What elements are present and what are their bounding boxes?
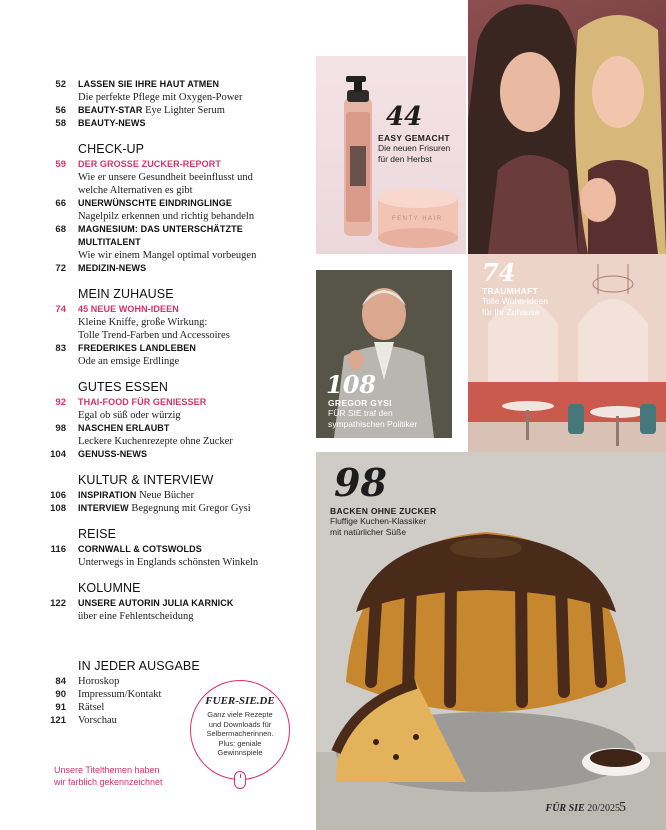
section-heading-zuhause: MEIN ZUHAUSE: [78, 287, 174, 301]
entry-subtitle: Wie wir einem Mangel optimal vorbeugen: [78, 250, 257, 261]
page-number-footer: 5: [619, 800, 626, 815]
entry-title: GENUSS-NEWS: [78, 449, 148, 459]
entry-title: LASSEN SIE IHRE HAUT ATMEN: [78, 79, 220, 89]
entry-subtitle: über eine Fehlentscheidung: [78, 611, 194, 622]
feature-subtitle: sympathischen Politiker: [328, 419, 418, 429]
page-number: 59: [55, 159, 66, 170]
entry-subtitle: welche Alternativen es gibt: [78, 185, 193, 196]
feature-subtitle: Tolle Wohn-Ideen: [482, 296, 548, 306]
entry-subtitle: Eye Lighter Serum: [145, 105, 225, 116]
entry-subtitle: Ode an emsige Erdlinge: [78, 356, 180, 367]
entry-title: DER GROSSE ZUCKER-REPORT: [78, 159, 221, 169]
note-line: wir farblich gekennzeichnet: [54, 777, 163, 787]
page-number: 58: [55, 118, 66, 129]
feature-gysi-interview[interactable]: [316, 270, 452, 438]
entry-label: Rätsel: [78, 702, 105, 713]
page-number: 92: [55, 397, 66, 408]
feature-title: EASY GEMACHT: [378, 133, 450, 143]
page-number: 68: [55, 224, 66, 235]
issue-footer: [546, 803, 620, 814]
page-number: 122: [50, 598, 66, 609]
toc-entry[interactable]: [36, 543, 306, 556]
badge-line: Ganz viele Rezepte: [207, 710, 273, 719]
entry-title: MEDIZIN-NEWS: [78, 263, 147, 273]
website-name[interactable]: FUER-SIE.DE: [205, 695, 275, 707]
section-heading-checkup: CHECK-UP: [78, 142, 145, 156]
feature-number: 44: [386, 102, 423, 132]
entry-title: 45 NEUE WOHN-IDEEN: [78, 304, 179, 314]
page-number: 84: [55, 676, 66, 687]
badge-line: Gewinnspiele: [217, 748, 263, 757]
toc-entry[interactable]: [36, 342, 306, 355]
feature-baking[interactable]: [316, 452, 666, 830]
feature-subtitle: FÜR SIE traf den: [328, 408, 393, 418]
cover-photo-women[interactable]: [468, 0, 666, 254]
entry-subtitle: Tolle Trend-Farben und Accessoires: [78, 330, 230, 341]
feature-subtitle: Fluffige Kuchen-Klassiker: [330, 516, 427, 526]
toc-entry[interactable]: [36, 117, 306, 130]
toc-entry[interactable]: [36, 262, 306, 275]
section-heading-ausgabe: IN JEDER AUSGABE: [78, 659, 200, 673]
feature-hair-products[interactable]: [316, 56, 466, 254]
entry-title: THAI-FOOD FÜR GENIESSER: [78, 397, 207, 407]
badge-line: Plus: geniale: [218, 738, 262, 748]
page-number: 121: [50, 715, 66, 726]
mouse-icon: [234, 771, 246, 789]
entry-subtitle: Unterwegs in Englands schönsten Winkeln: [78, 557, 259, 568]
toc-entry[interactable]: [36, 448, 306, 461]
note-line: Unsere Titelthemen haben: [54, 765, 160, 775]
toc-entry[interactable]: [36, 78, 306, 91]
color-legend-note: [54, 764, 174, 788]
entry-label: Impressum/Kontakt: [78, 689, 162, 700]
section-heading-essen: GUTES ESSEN: [78, 380, 169, 394]
section-heading-kolumne: KOLUMNE: [78, 581, 141, 595]
entry-title: CORNWALL & COTSWOLDS: [78, 544, 202, 554]
feature-number: 108: [326, 370, 377, 399]
entry-title: BEAUTY-STAR: [78, 105, 143, 115]
entry-subtitle: Leckere Kuchenrezepte ohne Zucker: [78, 436, 233, 447]
toc-entry[interactable]: [36, 303, 306, 316]
entry-label: Horoskop: [78, 676, 120, 687]
toc-entry[interactable]: [36, 489, 306, 502]
page-number: 83: [55, 343, 66, 354]
entry-title: FREDERIKES LANDLEBEN: [78, 343, 197, 353]
page-number: 106: [50, 490, 66, 501]
feature-caption: [328, 398, 417, 430]
page-number: 116: [50, 544, 66, 555]
entry-subtitle: Wie er unsere Gesundheit beeinflusst und: [78, 172, 253, 183]
entry-title: BEAUTY-NEWS: [78, 118, 146, 128]
table-of-contents: [36, 78, 306, 727]
badge-line: Selbermacherinnen.: [206, 729, 274, 738]
page-number: 108: [50, 503, 66, 514]
feature-home-ideas[interactable]: [468, 254, 666, 454]
page-number: 74: [55, 304, 66, 315]
feature-caption: [330, 506, 436, 538]
toc-entry[interactable]: [36, 197, 306, 210]
issue-number: 20/2025: [587, 803, 620, 814]
page-number: 56: [55, 105, 66, 116]
entry-title: MAGNESIUM: DAS UNTERSCHÄTZTE MULTITALENT: [78, 224, 243, 247]
feature-subtitle: Die neuen Frisuren: [378, 143, 451, 153]
toc-entry[interactable]: [36, 396, 306, 409]
website-badge[interactable]: [190, 680, 290, 780]
product-label: FENTY HAIR: [392, 216, 443, 222]
entry-title: INTERVIEW: [78, 503, 129, 513]
toc-entry[interactable]: [36, 502, 306, 515]
entry-subtitle: Nagelpilz erkennen und richtig behandeln: [78, 211, 255, 222]
entry-subtitle: Begegnung mit Gregor Gysi: [131, 503, 251, 514]
feature-subtitle: für Ihr Zuhause: [482, 307, 540, 317]
toc-entry[interactable]: [36, 104, 306, 117]
feature-title: GREGOR GYSI: [328, 398, 392, 408]
entry-subtitle: Neue Bücher: [139, 490, 195, 501]
magazine-brand: FÜR SIE: [545, 803, 585, 814]
toc-entry[interactable]: [36, 223, 306, 249]
section-heading-reise: REISE: [78, 527, 117, 541]
entry-title: UNSERE AUTORIN JULIA KARNICK: [78, 598, 234, 608]
badge-line: und Downloads für: [208, 719, 272, 729]
section-heading-kultur: KULTUR & INTERVIEW: [78, 473, 214, 487]
page-number: 98: [55, 423, 66, 434]
toc-entry[interactable]: [36, 158, 306, 171]
entry-subtitle: Kleine Kniffe, große Wirkung:: [78, 317, 208, 328]
page-number: 52: [55, 79, 66, 90]
entry-title: UNERWÜNSCHTE EINDRINGLINGE: [78, 198, 232, 208]
feature-title: TRAUMHAFT: [482, 286, 539, 296]
page-number: 91: [55, 702, 66, 713]
women-portrait-image: [468, 0, 666, 254]
page-number: 90: [55, 689, 66, 700]
feature-caption: [482, 286, 548, 318]
entry-title: INSPIRATION: [78, 490, 137, 500]
entry-label: Vorschau: [78, 715, 117, 726]
feature-title: BACKEN OHNE ZUCKER: [330, 506, 437, 516]
feature-number: 98: [334, 460, 387, 505]
feature-caption: [378, 133, 450, 165]
toc-entry[interactable]: [36, 597, 306, 610]
feature-subtitle: mit natürlicher Süße: [330, 527, 407, 537]
entry-subtitle: Die perfekte Pflege mit Oxygen-Power: [78, 92, 243, 103]
page-number: 72: [55, 263, 66, 274]
page-number: 104: [50, 449, 66, 460]
toc-entry[interactable]: [36, 422, 306, 435]
feature-number: 74: [482, 258, 516, 287]
entry-title: NASCHEN ERLAUBT: [78, 423, 170, 433]
entry-subtitle: Egal ob süß oder würzig: [78, 410, 181, 421]
page-number: 66: [55, 198, 66, 209]
feature-subtitle: für den Herbst: [378, 154, 432, 164]
website-description: [191, 710, 289, 758]
